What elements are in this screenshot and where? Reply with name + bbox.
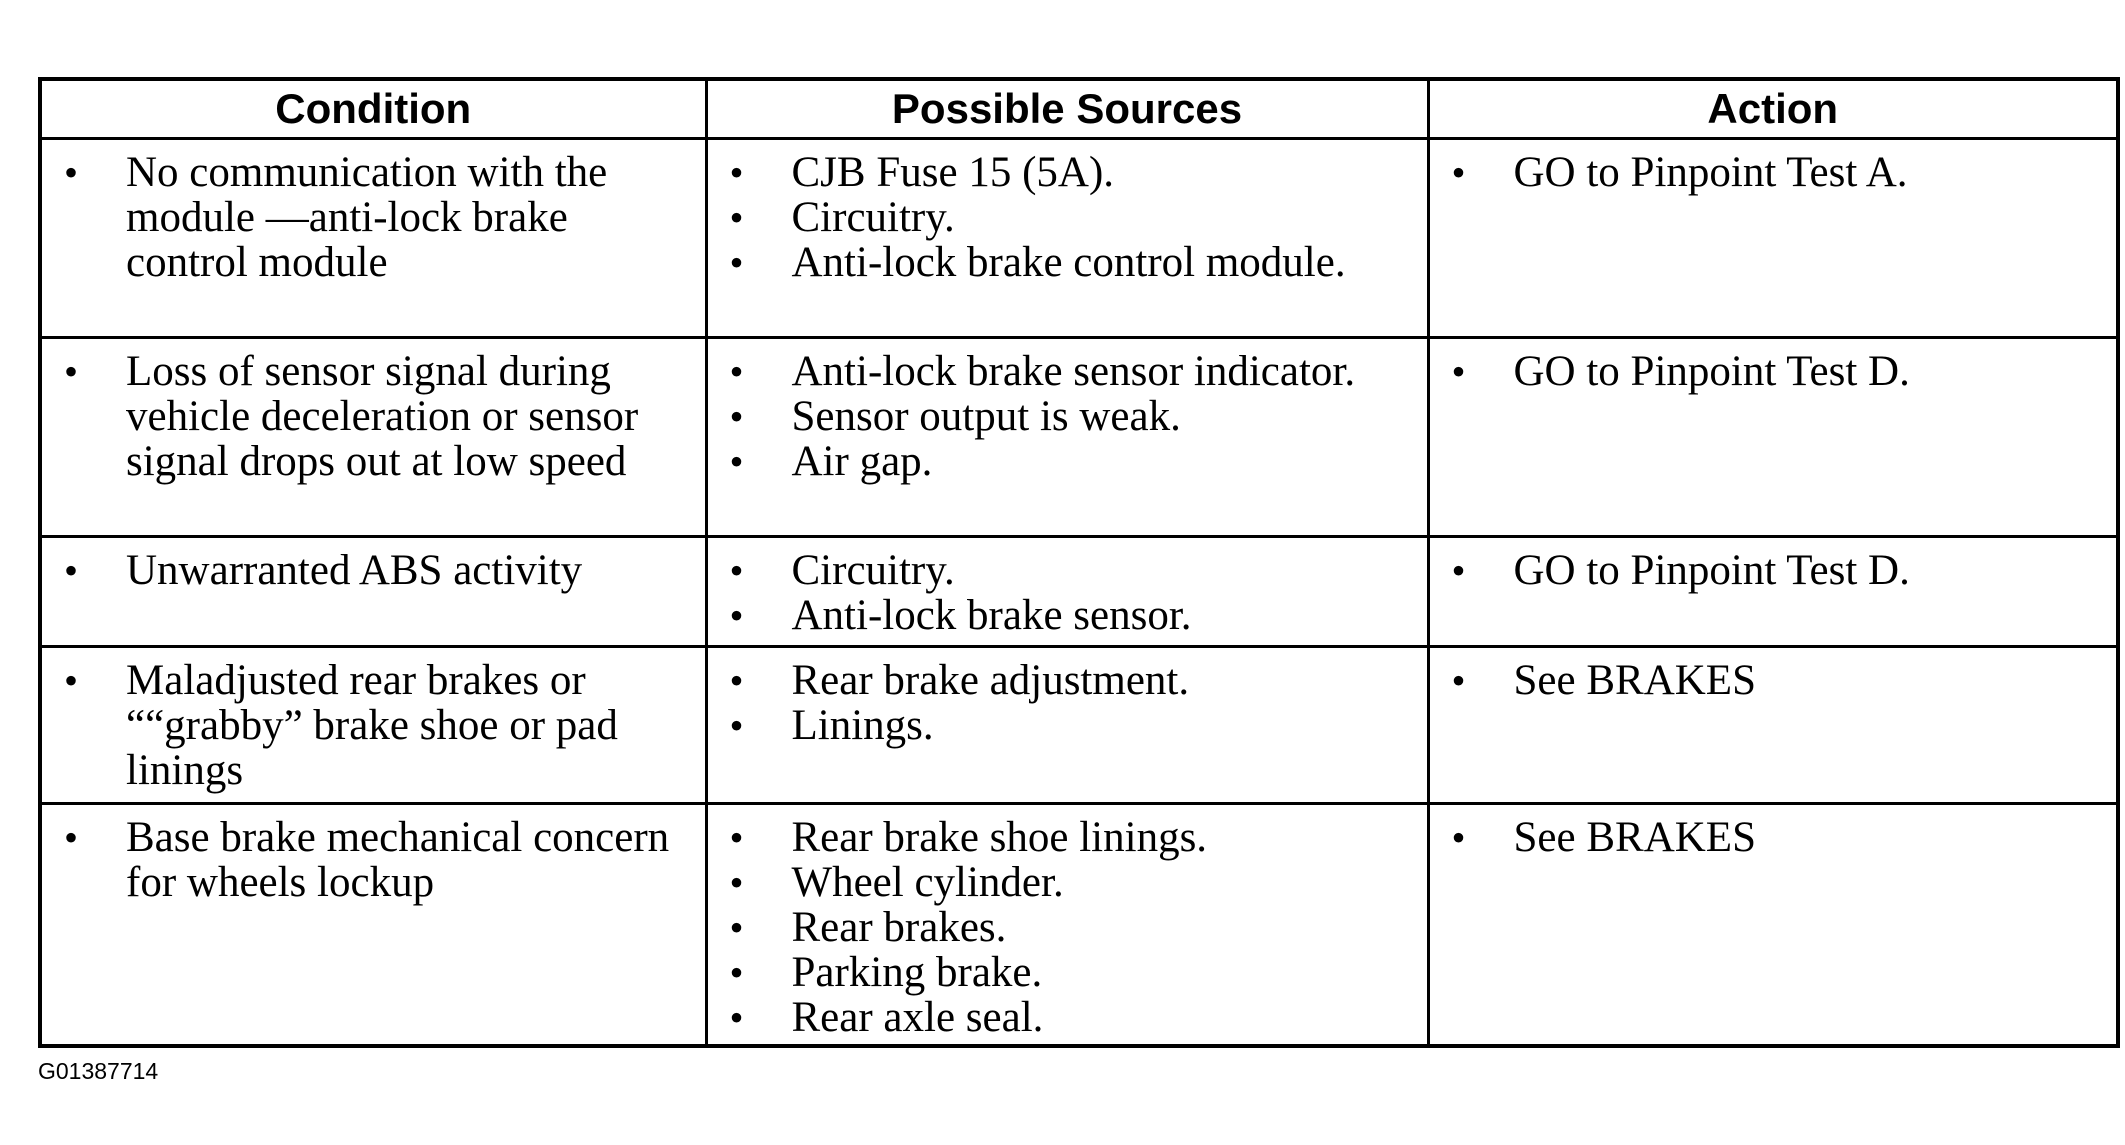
action-item: • GO to Pinpoint Test A. <box>1452 150 2107 195</box>
source-item: • Rear axle seal. <box>730 995 1417 1040</box>
action-cell <box>1428 647 2118 804</box>
action-item: • See BRAKES <box>1452 815 2107 860</box>
source-item: • Air gap. <box>730 439 1417 484</box>
diagnosis-table <box>38 77 2120 1048</box>
condition-item: • Maladjusted rear brakes or ““grabby” brake shoe or pad linings <box>64 658 695 793</box>
table-row <box>40 139 2118 338</box>
source-item: • Rear brakes. <box>730 905 1417 950</box>
sources-cell <box>706 139 1428 338</box>
header-condition: Condition <box>40 79 706 139</box>
header-action: Action <box>1428 79 2118 139</box>
source-item: • Rear brake adjustment. <box>730 658 1417 703</box>
table-row <box>40 537 2118 647</box>
source-item: • Rear brake shoe linings. <box>730 815 1417 860</box>
sources-cell <box>706 537 1428 647</box>
source-item: • Anti-lock brake control module. <box>730 240 1417 285</box>
sources-cell <box>706 804 1428 1047</box>
header-row <box>40 79 2118 139</box>
condition-item: • Loss of sensor signal during vehicle deceleration or sensor signal drops out at low speed <box>64 349 695 484</box>
source-item: • Linings. <box>730 703 1417 748</box>
table-row <box>40 804 2118 1047</box>
condition-item: • No communication with the module —anti-lock brake control module <box>64 150 695 285</box>
sources-cell <box>706 338 1428 537</box>
source-item: • Wheel cylinder. <box>730 860 1417 905</box>
action-cell <box>1428 804 2118 1047</box>
action-item: • See BRAKES <box>1452 658 2107 703</box>
action-item: • GO to Pinpoint Test D. <box>1452 349 2107 394</box>
source-item: • Anti-lock brake sensor. <box>730 593 1417 638</box>
figure-id: G01387714 <box>38 1058 159 1084</box>
condition-cell <box>40 647 706 804</box>
source-item: • Anti-lock brake sensor indicator. <box>730 349 1417 394</box>
table-row <box>40 338 2118 537</box>
condition-cell <box>40 139 706 338</box>
condition-cell <box>40 338 706 537</box>
source-item: • CJB Fuse 15 (5A). <box>730 150 1417 195</box>
header-possible-sources: Possible Sources <box>706 79 1428 139</box>
action-cell <box>1428 139 2118 338</box>
action-cell <box>1428 338 2118 537</box>
source-item: • Sensor output is weak. <box>730 394 1417 439</box>
condition-item: • Unwarranted ABS activity <box>64 548 695 593</box>
sources-cell <box>706 647 1428 804</box>
action-item: • GO to Pinpoint Test D. <box>1452 548 2107 593</box>
source-item: • Parking brake. <box>730 950 1417 995</box>
action-cell <box>1428 537 2118 647</box>
source-item: • Circuitry. <box>730 548 1417 593</box>
source-item: • Circuitry. <box>730 195 1417 240</box>
condition-cell <box>40 804 706 1047</box>
condition-cell <box>40 537 706 647</box>
condition-item: • Base brake mechanical concern for wheels lockup <box>64 815 695 905</box>
table-row <box>40 647 2118 804</box>
